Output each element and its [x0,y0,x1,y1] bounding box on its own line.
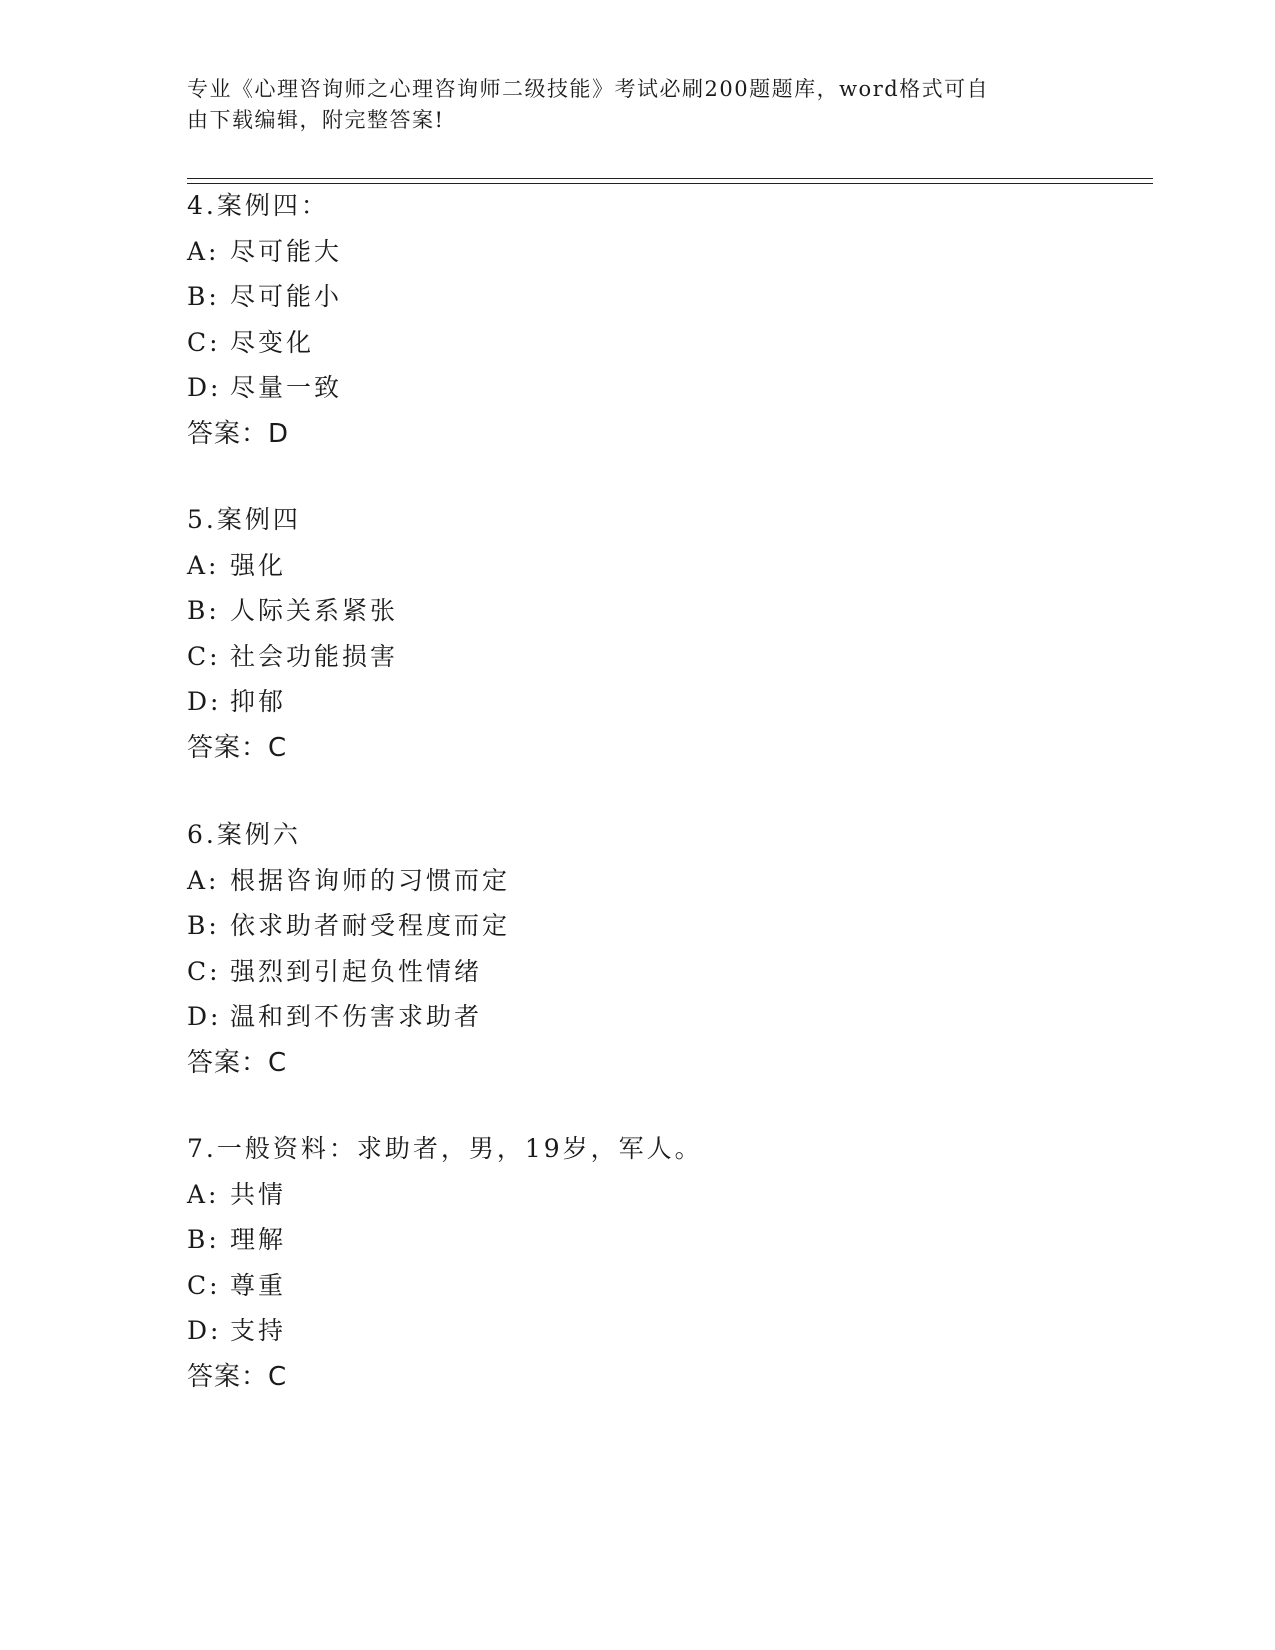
option-c [187,327,1147,373]
document-header [187,74,1067,136]
option-letter: B: [187,1225,220,1254]
question-title: 4.案例四： [187,191,329,220]
option-text: 强化 [230,550,287,580]
option-letter: B: [187,282,220,311]
answer: 答案：C [187,1047,288,1078]
option-b [187,1224,1147,1270]
header-line-1: 专业《心理咨询师之心理咨询师二级技能》考试必刷200题题库，word格式可自 [187,77,990,101]
option-c [187,1270,1147,1316]
option-letter: C: [187,1270,221,1300]
option-text: 依求助者耐受程度而定 [230,911,511,940]
option-a [187,865,1147,911]
question-6 [187,819,1147,1092]
option-text: 尽可能小 [230,282,343,311]
option-text: 社会功能损害 [230,641,399,671]
option-letter: D: [187,687,222,716]
option-text: 强烈到引起负性情绪 [230,956,483,986]
answer: 答案：C [187,732,288,763]
option-letter: C: [187,641,221,671]
option-text: 理解 [230,1225,287,1254]
option-letter: D: [187,1002,222,1031]
option-b [187,910,1147,956]
option-text: 抑郁 [230,687,287,716]
option-letter: D: [187,373,222,402]
header-divider-bottom [187,183,1153,184]
option-text: 尽量一致 [230,373,343,402]
option-letter: B: [187,911,220,940]
option-c [187,641,1147,687]
option-text: 尽变化 [230,327,315,357]
option-a [187,1179,1147,1225]
option-letter: D: [187,1316,222,1345]
header-divider-top [187,178,1153,179]
question-7 [187,1133,1147,1406]
answer: 答案：D [187,418,290,449]
header-line-2: 由下载编辑，附完整答案! [187,108,445,132]
option-text: 尊重 [230,1270,287,1300]
option-d [187,1001,1147,1047]
option-a [187,550,1147,596]
option-letter: A: [187,550,220,580]
question-4 [187,190,1147,463]
option-text: 支持 [230,1316,287,1345]
option-text: 尽可能大 [230,236,343,266]
option-text: 温和到不伤害求助者 [230,1002,483,1031]
question-5 [187,504,1147,777]
option-letter: C: [187,327,221,357]
option-letter: A: [187,236,220,266]
option-letter: A: [187,1179,220,1209]
answer: 答案：C [187,1361,288,1392]
option-d [187,686,1147,732]
option-b [187,595,1147,641]
option-c [187,956,1147,1002]
option-a [187,236,1147,282]
option-d [187,372,1147,418]
option-text: 根据咨询师的习惯而定 [230,865,511,895]
question-title: 7.一般资料：求助者，男，19岁，军人。 [187,1134,703,1163]
question-title: 5.案例四 [187,505,301,534]
question-title: 6.案例六 [187,820,301,849]
option-text: 共情 [230,1179,287,1209]
option-letter: B: [187,596,220,625]
option-d [187,1315,1147,1361]
option-text: 人际关系紧张 [230,596,399,625]
option-letter: C: [187,956,221,986]
option-b [187,281,1147,327]
option-letter: A: [187,865,220,895]
